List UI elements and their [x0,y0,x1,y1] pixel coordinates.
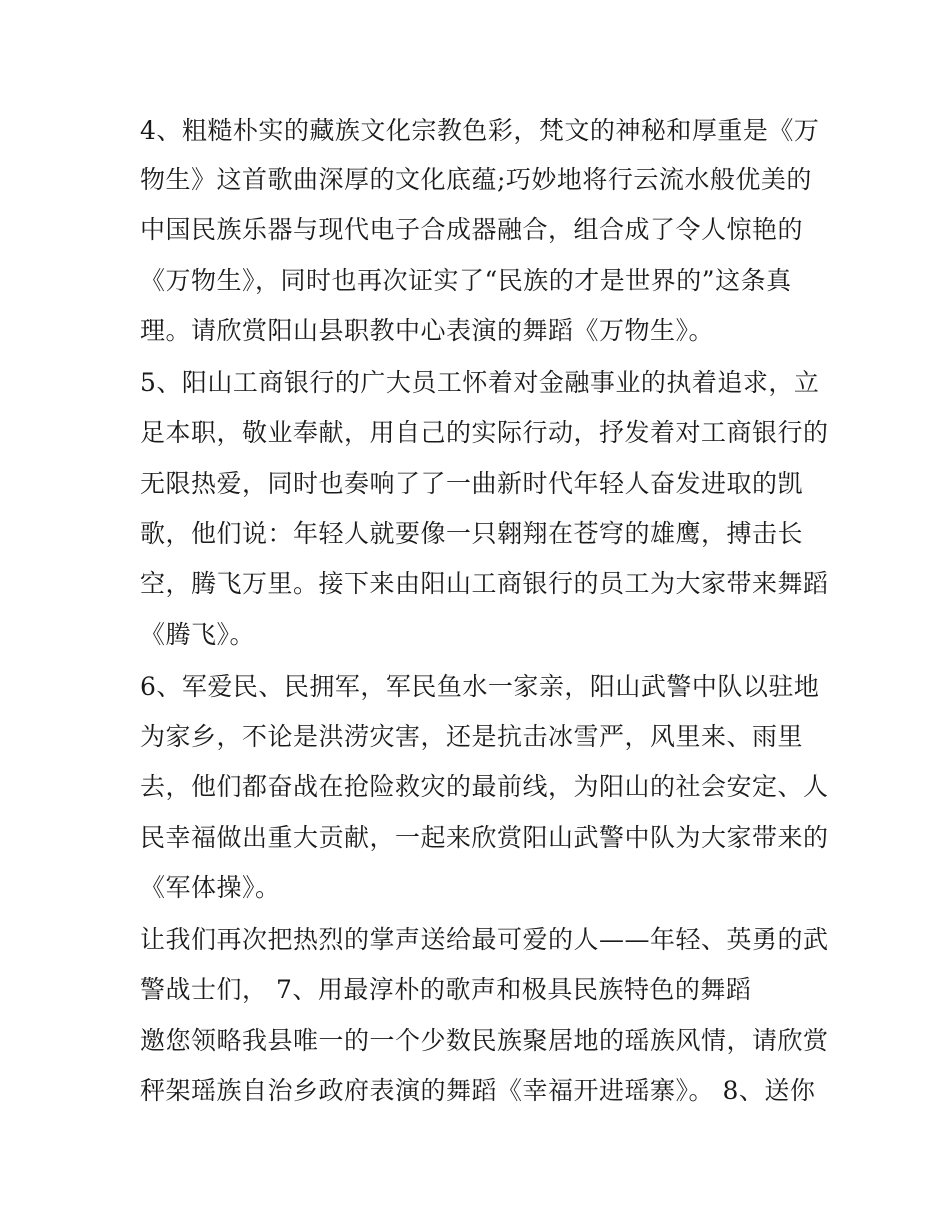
text-line: 为家乡，不论是洪涝灾害，还是抗击冰雪严，风里来、雨里 [140,722,804,751]
text-line: 《腾飞》。 [140,620,256,649]
text-line: 4、粗糙朴实的藏族文化宗教色彩，梵文的神秘和厚重是《万 [140,116,820,145]
text-line: 邀您领略我县唯一的一个少数民族聚居地的瑶族风情，请欣赏 [140,1026,829,1055]
text-line: 6、军爱民、民拥军，军民鱼水一家亲，阳山武警中队以驻地 [140,672,820,701]
text-line: 歌，他们说：年轻人就要像一只翱翔在苍穹的雄鹰，搏击长 [140,519,804,548]
text-line: 5、阳山工商银行的广大员工怀着对金融事业的执着追求，立 [140,368,820,397]
text-line: 《军体操》。 [140,873,281,902]
text-line: 去，他们都奋战在抢险救灾的最前线，为阳山的社会安定、人 [140,772,829,801]
text-line: 《万物生》，同时也再次证实了“民族的才是世界的”这条真 [140,266,792,295]
text-line: 无限热爱，同时也奏响了了一曲新时代年轻人奋发进取的凯 [140,469,804,498]
text-line: 足本职，敬业奉献，用自己的实际行动，抒发着对工商银行的 [140,418,829,447]
text-line: 民幸福做出重大贡献，一起来欣赏阳山武警中队为大家带来的 [140,823,829,852]
text-line: 中国民族乐器与现代电子合成器融合，组合成了令人惊艳的 [140,215,804,244]
text-line: 让我们再次把热烈的掌声送给最可爱的人——年轻、英勇的武 [140,925,829,954]
text-line: 理。请欣赏阳山县职教中心表演的舞蹈《万物生》。 [140,316,715,345]
text-line: 物生》这首歌曲深厚的文化底蕴;巧妙地将行云流水般优美的 [140,165,812,194]
text-line: 警战士们， 7、用最淳朴的歌声和极具民族特色的舞蹈 [140,975,752,1004]
text-line: 秤架瑶族自治乡政府表演的舞蹈《幸福开进瑶寨》。 8、送你 [140,1076,816,1105]
text-line: 空，腾飞万里。接下来由阳山工商银行的员工为大家带来舞蹈 [140,569,829,598]
